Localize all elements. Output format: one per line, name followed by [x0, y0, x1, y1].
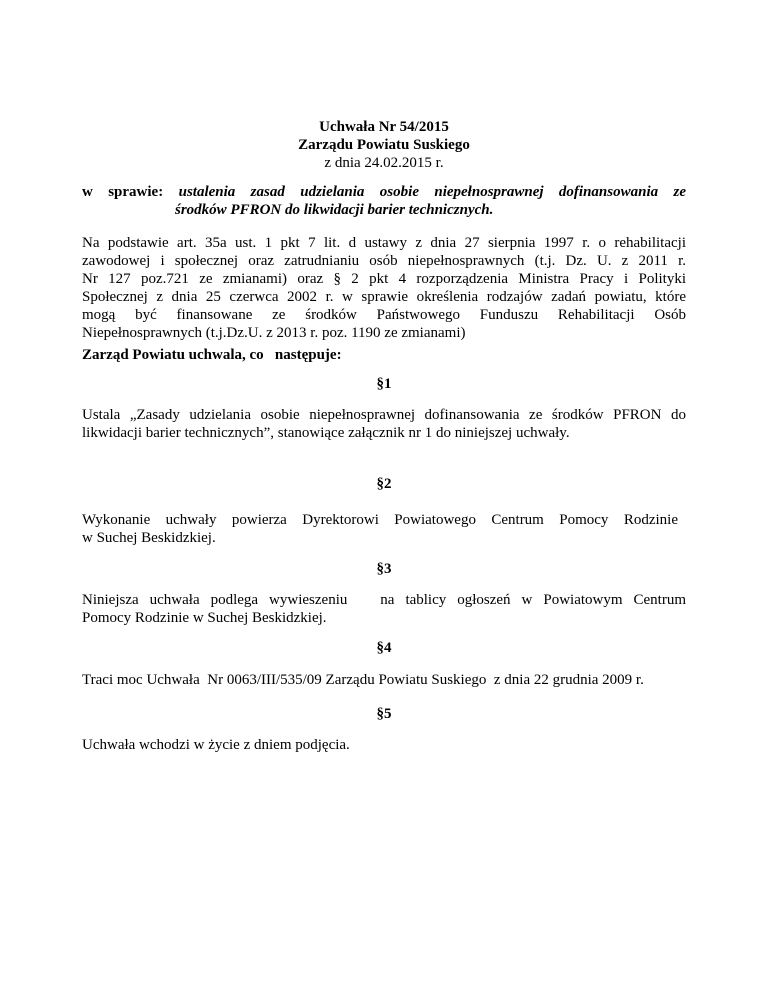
resolution-issuer: Zarządu Powiatu Suskiego — [298, 137, 470, 153]
legal-basis-line: zawodowej i społecznej oraz zatrudnianiu osób niepełnosprawnych (t.j. Dz. U. z 2011 r. — [82, 253, 686, 269]
section-5-text — [82, 736, 686, 754]
section-3-text — [82, 591, 686, 627]
legal-basis-line: mogą być finansowane ze środków Państwowego Funduszu Rehabilitacji Osób — [82, 307, 686, 323]
resolution-subject — [82, 183, 686, 219]
legal-basis-paragraph — [82, 234, 686, 342]
section-3-heading: §3 — [376, 561, 392, 577]
section-5-heading: §5 — [376, 706, 392, 722]
section-5-line: Uchwała wchodzi w życie z dniem podjęcia. — [82, 737, 350, 753]
subject-label: w sprawie: — [82, 184, 164, 200]
legal-basis-line: Nr 127 poz.721 ze zmianami) oraz § 2 pkt 4 rozporządzenia Ministra Pracy i Polityki — [82, 271, 686, 287]
board-decides-heading: Zarząd Powiatu uchwala, co następuje: — [82, 347, 342, 363]
section-4-line: Traci moc Uchwała Nr 0063/III/535/09 Zarządu Powiatu Suskiego z dnia 22 grudnia 2009 r. — [82, 672, 644, 688]
section-3-line: Niniejsza uchwała podlega wywieszeniu na tablicy ogłoszeń w Powiatowym Centrum — [82, 592, 686, 608]
section-3-line: Pomocy Rodzinie w Suchej Beskidzkiej. — [82, 610, 327, 626]
resolution-date: z dnia 24.02.2015 r. — [324, 155, 444, 171]
section-4-heading: §4 — [376, 640, 392, 656]
subject-line-2: środków PFRON do likwidacji barier technicznych. — [175, 202, 494, 218]
legal-basis-line: Na podstawie art. 35a ust. 1 pkt 7 lit. d ustawy z dnia 27 sierpnia 1997 r. o rehabilitacji — [82, 235, 686, 251]
section-1-line: Ustala „Zasady udzielania osobie niepełnosprawnej dofinansowania ze środków PFRON do — [82, 407, 686, 423]
legal-basis-line: Niepełnosprawnych (t.j.Dz.U. z 2013 r. poz. 1190 ze zmianami) — [82, 325, 466, 341]
section-2-text — [82, 511, 686, 547]
section-2-line: Wykonanie uchwały powierza Dyrektorowi Powiatowego Centrum Pomocy Rodzinie — [82, 512, 678, 528]
section-1-text — [82, 406, 686, 442]
section-4-text — [82, 671, 686, 689]
section-2-line: w Suchej Beskidzkiej. — [82, 530, 216, 546]
subject-line-1: ustalenia zasad udzielania osobie niepełnosprawnej dofinansowania ze — [178, 184, 687, 200]
section-1-line: likwidacji barier technicznych”, stanowiące załącznik nr 1 do niniejszej uchwały. — [82, 425, 570, 441]
legal-basis-line: Społecznej z dnia 25 czerwca 2002 r. w sprawie określenia rodzajów zadań powiatu, które — [82, 289, 686, 305]
section-1-heading: §1 — [376, 376, 392, 392]
section-2-heading: §2 — [376, 476, 392, 492]
resolution-title: Uchwała Nr 54/2015 — [319, 119, 449, 135]
